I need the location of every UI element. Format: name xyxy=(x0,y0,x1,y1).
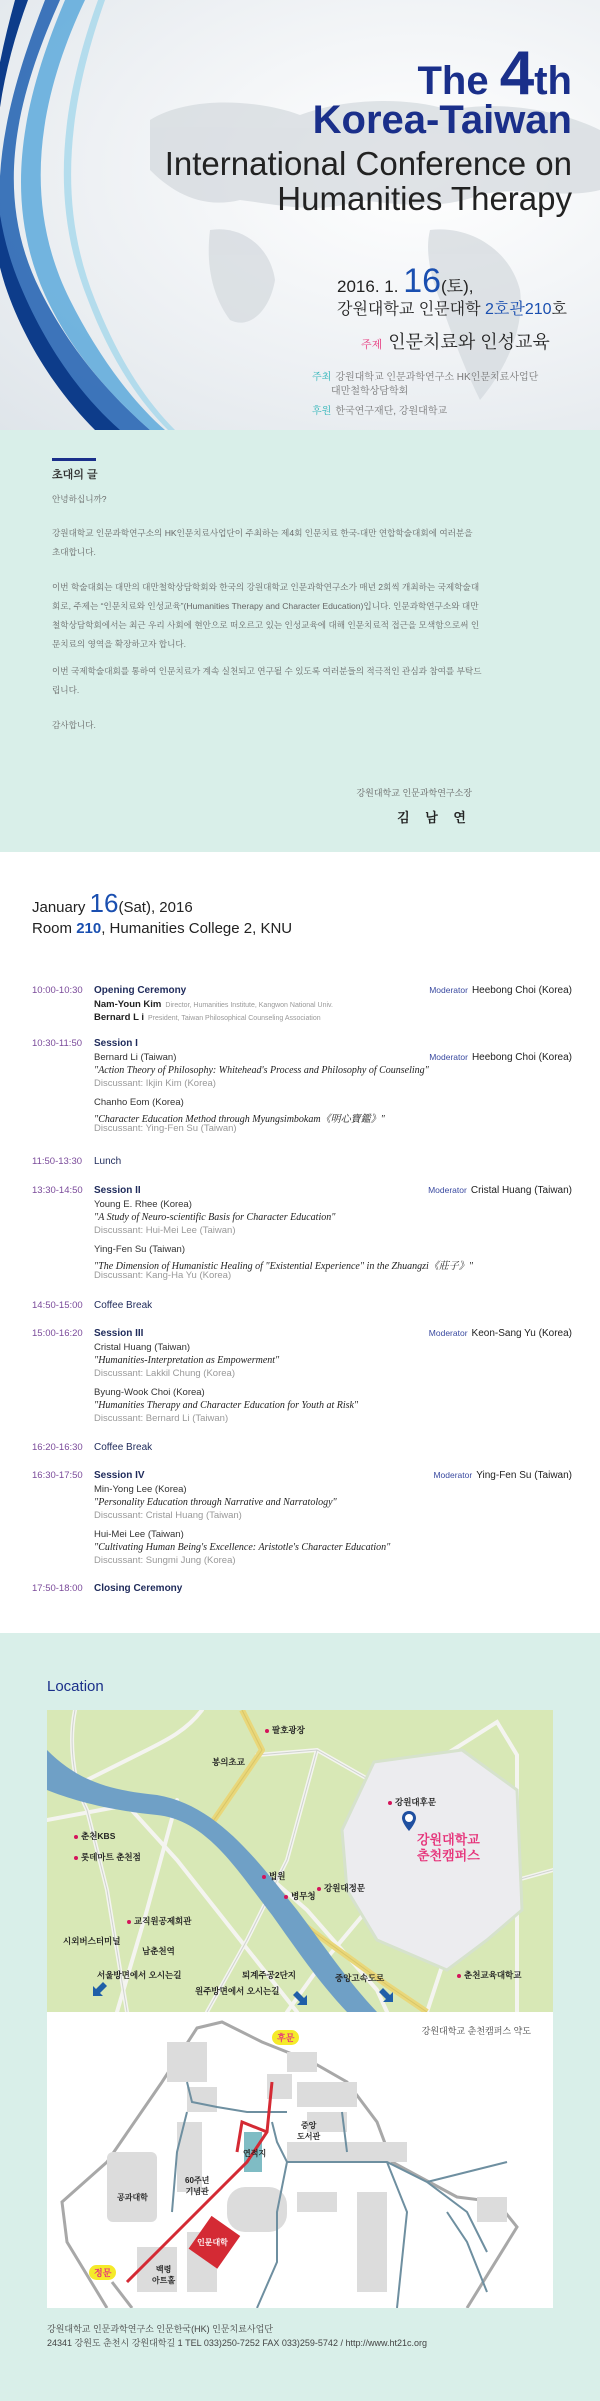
engineering-label: 공과대학 xyxy=(117,2193,148,2202)
speaker xyxy=(94,999,333,1010)
landmark-label: 시외버스터미널 xyxy=(63,1936,121,1946)
discussant-name: Ying-Fen Su (Taiwan) xyxy=(145,1123,237,1134)
landmark xyxy=(74,1851,141,1863)
landmark xyxy=(317,1882,365,1894)
moderator xyxy=(429,985,572,996)
paper-title: "Cultivating Human Being's Excellence: Aristotle's Character Education" xyxy=(94,1542,391,1553)
presenter: Bernard Li (Taiwan) xyxy=(94,1052,177,1063)
discussant-name: Lakkil Chung (Korea) xyxy=(145,1368,235,1379)
moderator-label: Moderator xyxy=(429,985,468,995)
program-date-suffix: (Sat), 2016 xyxy=(118,899,193,916)
landmark xyxy=(242,1969,296,1981)
humanities-label: 인문대학 xyxy=(197,2238,228,2247)
title-suffix: th xyxy=(534,59,572,103)
date-suffix: (토), xyxy=(441,277,474,296)
program-section xyxy=(0,852,600,1633)
landmark xyxy=(212,1756,245,1768)
arrow-down-right-icon xyxy=(379,1988,393,2002)
landmark-dot-icon xyxy=(388,1801,392,1805)
hero-theme xyxy=(361,328,550,354)
art-hall-line-2: 아트홀 xyxy=(152,2276,176,2285)
landmark-label: 퇴계주공2단지 xyxy=(242,1970,296,1980)
landmark xyxy=(457,1969,521,1981)
landmark xyxy=(127,1915,191,1927)
invitation-paragraph-1: 강원대학교 인문과학연구소의 HK인문치료사업단이 주최하는 제4회 인문치료 한국-대만 연합학술대회에 여러분을 초대합니다. xyxy=(52,528,473,557)
landmark-dot-icon xyxy=(457,1974,461,1978)
event-title: Coffee Break xyxy=(94,1300,153,1311)
landmark-label: 팔호광장 xyxy=(272,1725,305,1735)
discussant-name: Bernard Li (Taiwan) xyxy=(145,1413,229,1424)
speaker-name: Nam-Youn Kim xyxy=(94,999,162,1010)
time-slot: 14:50-15:00 xyxy=(32,1300,83,1311)
discussant-label: Discussant: xyxy=(94,1078,144,1089)
landmark-label: 강원대후문 xyxy=(395,1797,437,1807)
discussant-name: Sungmi Jung (Korea) xyxy=(145,1555,236,1566)
landmark xyxy=(265,1724,305,1736)
time-slot: 10:30-11:50 xyxy=(32,1038,83,1049)
invitation-paragraph-3: 이번 국제학술대회를 통하여 인문치료가 계속 실천되고 연구될 수 있도록 여러분들의 적극적인 관심과 참여를 부탁드립니다. xyxy=(52,666,482,695)
discussant-label: Discussant: xyxy=(94,1225,144,1236)
venue-suffix: 호 xyxy=(551,301,567,318)
program-date-prefix: January xyxy=(32,899,86,916)
room-number: 210 xyxy=(76,920,102,937)
title-line-2: Korea-Taiwan xyxy=(312,98,572,142)
discussant xyxy=(94,1555,236,1566)
discussant-label: Discussant: xyxy=(94,1123,144,1134)
invitation-paragraph-2: 이번 학술대회는 대만의 대만철학상담학회와 한국의 강원대학교 인문과학연구소가 매년 2회씩 개최하는 국제학술대회로, 주제는 “인문치료와 인성교육”(Humanities Therapy and Character Education)입니다. 인문과학연구소와 대만철학상담학회에서는 최근 우리 사회에 현안으로 떠오르고 있는 인성교육에 대해 인문치료적 접근을 모색함으로써 인문치료의 영역을 확장하고자 합니다. xyxy=(52,582,480,649)
landmark-dot-icon xyxy=(127,1920,131,1924)
moderator-name: Heebong Choi (Korea) xyxy=(471,985,572,996)
landmark-dot-icon xyxy=(74,1856,78,1860)
library-line-1: 중앙 xyxy=(300,2121,317,2130)
sponsor-text: 한국연구재단, 강원대학교 xyxy=(335,406,448,417)
location-section xyxy=(0,1633,600,2401)
landmark xyxy=(262,1870,285,1882)
landmark xyxy=(74,1830,115,1842)
title-number: 4 xyxy=(499,39,535,108)
speaker-affiliation: Director, Humanities Institute, Kangwon National Univ. xyxy=(165,1002,333,1009)
discussant-label: Discussant: xyxy=(94,1413,144,1424)
presenter: Ying-Fen Su (Taiwan) xyxy=(94,1244,185,1255)
time-slot: 16:20-16:30 xyxy=(32,1442,83,1453)
date-day: 16 xyxy=(403,262,442,300)
program-date-day: 16 xyxy=(89,888,119,918)
moderator xyxy=(433,1470,572,1481)
invitation-heading: 초대의 글 xyxy=(52,469,98,481)
hero-sponsor xyxy=(312,405,447,419)
landmark-label: 강원대정문 xyxy=(324,1883,366,1893)
route-label: 중앙고속도로 xyxy=(335,1973,385,1983)
moderator xyxy=(429,1328,572,1339)
event-title: Session I xyxy=(94,1038,138,1049)
event-title: Opening Ceremony xyxy=(94,985,187,996)
program-room xyxy=(32,920,292,937)
footer-contact: 24341 강원도 춘천시 강원대학길 1 TEL 033)250-7252 FAX 033)259-5742 / http://www.ht21c.org xyxy=(47,2338,427,2348)
landmark-label: 롯데마트 춘천점 xyxy=(81,1852,141,1862)
moderator-label: Moderator xyxy=(428,1185,467,1195)
footer-organization: 강원대학교 인문과학연구소 인문한국(HK) 인문치료사업단 xyxy=(47,2324,273,2334)
location-heading: Location xyxy=(47,1678,104,1695)
route-label: 원주방면에서 오시는길 xyxy=(195,1986,280,1996)
discussant xyxy=(94,1078,216,1089)
venue-prefix: 강원대학교 인문대학 xyxy=(337,301,481,318)
landmark xyxy=(284,1890,316,1902)
campus-name-label xyxy=(417,1832,480,1864)
discussant-label: Discussant: xyxy=(94,1510,144,1521)
time-slot: 10:00-10:30 xyxy=(32,985,83,996)
title-prefix: The xyxy=(417,59,489,103)
event-title: Closing Ceremony xyxy=(94,1583,183,1594)
back-gate-label: 후문 xyxy=(272,2030,299,2045)
memorial-line-2: 기념관 xyxy=(185,2187,209,2196)
moderator xyxy=(428,1185,572,1196)
moderator-label: Moderator xyxy=(428,1328,468,1338)
landmark xyxy=(388,1796,436,1808)
paper-title: "Character Education Method through Myungsimbokam《明心寶鑑》" xyxy=(94,1114,385,1125)
theme-label: 주제 xyxy=(361,339,383,351)
moderator-name: Heebong Choi (Korea) xyxy=(471,1052,572,1063)
theme-text: 인문치료와 인성교육 xyxy=(388,332,550,352)
discussant-name: Ikjin Kim (Korea) xyxy=(145,1078,216,1089)
speaker-name: Bernard L i xyxy=(94,1012,144,1023)
landmark-dot-icon xyxy=(317,1887,321,1891)
host-line-1: 강원대학교 인문과학연구소 HK인문치료사업단 xyxy=(335,372,539,383)
location-pin-icon xyxy=(401,1810,417,1832)
event-title: Lunch xyxy=(94,1156,122,1167)
discussant xyxy=(94,1368,235,1379)
moderator-name: Keon-Sang Yu (Korea) xyxy=(471,1328,572,1339)
hero-host xyxy=(312,371,538,399)
landmark-label: 병무청 xyxy=(291,1891,316,1901)
campus-map[interactable] xyxy=(47,2012,553,2308)
landmark-dot-icon xyxy=(262,1875,266,1879)
event-title: Coffee Break xyxy=(94,1442,153,1453)
area-map[interactable] xyxy=(47,1710,553,2012)
venue-room: 210 xyxy=(524,301,552,318)
sponsor-label: 후원 xyxy=(312,406,332,417)
landmark-label: 교직원공제회관 xyxy=(134,1916,192,1926)
presenter: Young E. Rhee (Korea) xyxy=(94,1199,192,1210)
landmark-label: 춘천교육대학교 xyxy=(464,1970,522,1980)
memorial-line-1: 60주년 xyxy=(185,2176,210,2185)
arrow-down-left-icon xyxy=(93,1982,107,1996)
discussant-label: Discussant: xyxy=(94,1270,144,1281)
title-line-1 xyxy=(417,39,573,108)
landmark xyxy=(63,1935,120,1947)
presenter: Byung-Wook Choi (Korea) xyxy=(94,1387,205,1398)
speaker-affiliation: President, Taiwan Philosophical Counseling Association xyxy=(147,1015,321,1022)
landmark-label: 봉의초교 xyxy=(212,1757,245,1767)
landmark xyxy=(142,1945,175,1957)
event-title: Session II xyxy=(94,1185,141,1196)
moderator-name: Ying-Fen Su (Taiwan) xyxy=(476,1470,572,1481)
paper-title: "Action Theory of Philosophy: Whitehead's Process and Philosophy of Counseling" xyxy=(94,1065,429,1076)
hero-venue xyxy=(337,296,567,319)
presenter: Hui-Mei Lee (Taiwan) xyxy=(94,1529,184,1540)
discussant-name: Cristal Huang (Taiwan) xyxy=(145,1510,242,1521)
title-line-3: International Conference on xyxy=(164,145,572,182)
time-slot: 11:50-13:30 xyxy=(32,1156,83,1167)
signature-title: 강원대학교 인문과학연구소장 xyxy=(356,788,472,798)
paper-title: "Humanities Therapy and Character Education for Youth at Risk" xyxy=(94,1400,359,1411)
invitation-thanks: 감사합니다. xyxy=(52,720,96,730)
landmark-dot-icon xyxy=(284,1895,288,1899)
landmark-label: 남춘천역 xyxy=(142,1946,175,1956)
discussant-label: Discussant: xyxy=(94,1368,144,1379)
landmark-label: 법원 xyxy=(269,1871,286,1881)
art-hall-label xyxy=(152,2264,175,2286)
date-prefix: 2016. 1. xyxy=(337,277,399,296)
moderator-name: Cristal Huang (Taiwan) xyxy=(470,1185,572,1196)
venue-building: 2호관 xyxy=(485,301,525,318)
program-date xyxy=(32,888,193,919)
event-title: Session III xyxy=(94,1328,144,1339)
signature-name: 김 남 연 xyxy=(397,810,472,825)
time-slot: 15:00-16:20 xyxy=(32,1328,83,1339)
paper-title: "Humanities-Interpretation as Empowerment" xyxy=(94,1355,280,1366)
title-line-4: Humanities Therapy xyxy=(277,180,572,217)
time-slot: 16:30-17:50 xyxy=(32,1470,83,1481)
discussant-name: Hui-Mei Lee (Taiwan) xyxy=(145,1225,236,1236)
host-label: 주최 xyxy=(312,372,332,383)
landmark-label: 춘천KBS xyxy=(81,1831,116,1841)
discussant xyxy=(94,1510,242,1521)
discussant xyxy=(94,1270,231,1281)
campus-name-line-2: 춘천캠퍼스 xyxy=(417,1848,480,1863)
presenter: Cristal Huang (Taiwan) xyxy=(94,1342,191,1353)
landmark-dot-icon xyxy=(74,1835,78,1839)
presenter: Min-Yong Lee (Korea) xyxy=(94,1484,187,1495)
main-gate-label: 정문 xyxy=(89,2265,116,2280)
landmark-dot-icon xyxy=(265,1729,269,1733)
heading-bar xyxy=(52,458,96,461)
library-label xyxy=(297,2120,320,2142)
paper-title: "Personality Education through Narrative and Narratology" xyxy=(94,1497,337,1508)
room-prefix: Room xyxy=(32,920,73,937)
presenter: Chanho Eom (Korea) xyxy=(94,1097,184,1108)
discussant xyxy=(94,1413,228,1424)
moderator-label: Moderator xyxy=(433,1470,473,1480)
campus-map-drawing xyxy=(47,2012,553,2308)
paper-title: "A Study of Neuro-scientific Basis for Character Education" xyxy=(94,1212,336,1223)
discussant-name: Kang-Ha Yu (Korea) xyxy=(145,1270,232,1281)
invitation-section xyxy=(0,430,600,852)
speaker xyxy=(94,1012,321,1023)
invitation-greeting: 안녕하십니까? xyxy=(52,494,107,504)
room-suffix: , Humanities College 2, KNU xyxy=(101,920,293,937)
discussant xyxy=(94,1225,236,1236)
discussant xyxy=(94,1123,237,1134)
memorial-hall-label xyxy=(185,2175,209,2197)
moderator xyxy=(429,1052,572,1063)
arrow-down-right-icon xyxy=(293,1991,307,2005)
discussant-label: Discussant: xyxy=(94,1555,144,1566)
time-slot: 13:30-14:50 xyxy=(32,1185,83,1196)
hero-banner xyxy=(0,0,600,430)
campus-name-line-1: 강원대학교 xyxy=(417,1832,480,1847)
event-title: Session IV xyxy=(94,1470,145,1481)
route-label: 서울방면에서 오시는길 xyxy=(97,1970,182,1980)
pond-label: 연적지 xyxy=(243,2149,267,2158)
campus-map-title: 강원대학교 춘천캠퍼스 약도 xyxy=(421,2026,531,2036)
moderator-label: Moderator xyxy=(429,1052,468,1062)
library-line-2: 도서관 xyxy=(297,2132,321,2141)
host-line-2: 대만철학상담학회 xyxy=(331,386,409,397)
art-hall-line-1: 백령 xyxy=(155,2265,172,2274)
paper-title: "The Dimension of Humanistic Healing of "Existential Experience" in the Zhuangzi《莊子》" xyxy=(94,1261,473,1272)
time-slot: 17:50-18:00 xyxy=(32,1583,83,1594)
